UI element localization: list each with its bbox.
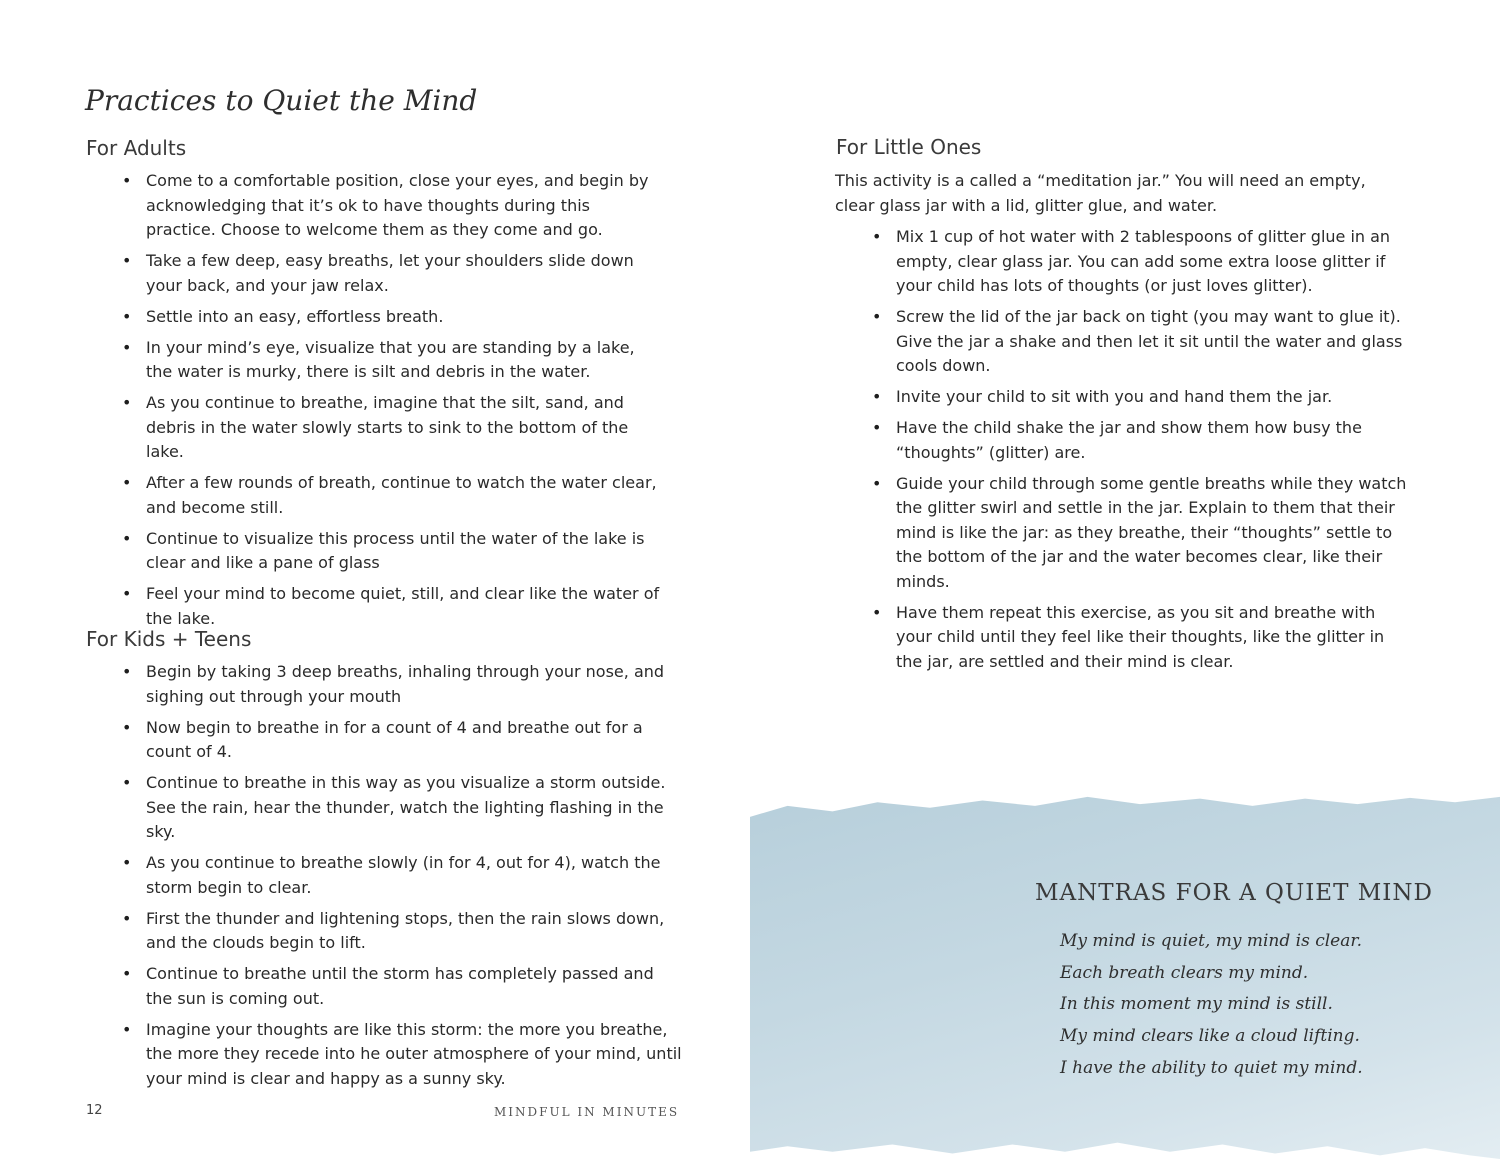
- mantra-line: My mind is quiet, my mind is clear.: [1060, 931, 1363, 951]
- adults-list: [122, 169, 662, 638]
- little-ones-list: [872, 225, 1412, 681]
- mantra-line: Each breath clears my mind.: [1060, 962, 1309, 983]
- mantras-title: MANTRAS FOR A QUIET MIND: [1035, 880, 1433, 906]
- kids-list-item: • Continue to breathe in this way as you visualize a storm outside. See the rain, hear the thunder, watch the lighting flashing in the sky.: [122, 771, 682, 845]
- mantra-line: I have the ability to quiet my mind.: [1060, 1057, 1363, 1078]
- page-number: 12: [86, 1103, 103, 1118]
- for-kids-teens-heading: For Kids + Teens: [86, 627, 252, 651]
- adults-list-item: • Settle into an easy, effortless breath.: [122, 305, 662, 330]
- running-footer-title: MINDFUL IN MINUTES: [494, 1105, 680, 1119]
- for-adults-heading: For Adults: [86, 136, 187, 160]
- adults-list-item: • Take a few deep, easy breaths, let your shoulders slide down your back, and your jaw relax.: [122, 249, 662, 298]
- kids-list-item: • Begin by taking 3 deep breaths, inhaling through your nose, and sighing out through your mouth: [122, 660, 682, 709]
- mantras-list: [1060, 926, 1363, 1085]
- adults-list-item: • In your mind’s eye, visualize that you are standing by a lake, the water is murky, there is silt and debris in the water.: [122, 336, 662, 385]
- for-little-ones-heading: For Little Ones: [836, 135, 982, 159]
- adults-list-item: • Feel your mind to become quiet, still, and clear like the water of the lake.: [122, 582, 662, 631]
- adults-list-item: • Come to a comfortable position, close your eyes, and begin by acknowledging that it’s ok to have thoughts during this practice. Choose to welcome them as they come and go.: [122, 169, 662, 243]
- kids-list-item: • As you continue to breathe slowly (in for 4, out for 4), watch the storm begin to clear.: [122, 851, 682, 900]
- little-ones-list-item: • Mix 1 cup of hot water with 2 tablespoons of glitter glue in an empty, clear glass jar. You can add some extra loose glitter if your child has lots of thoughts (or just loves glitter).: [872, 225, 1412, 299]
- little-ones-list-item: • Have the child shake the jar and show them how busy the “thoughts” (glitter) are.: [872, 416, 1412, 465]
- mantra-line: In this moment my mind is still.: [1060, 994, 1333, 1015]
- little-ones-list-item: • Have them repeat this exercise, as you sit and breathe with your child until they feel like their thoughts, like the glitter in the jar, are settled and their mind is clear.: [872, 601, 1412, 675]
- little-ones-list-item: • Screw the lid of the jar back on tight (you may want to glue it). Give the jar a shake and then let it sit until the water and glass cools down.: [872, 305, 1412, 379]
- kids-list-item: • Imagine your thoughts are like this storm: the more you breathe, the more they recede into he outer atmosphere of your mind, until your mind is clear and happy as a sunny sky.: [122, 1018, 682, 1092]
- page-title: Practices to Quiet the Mind: [85, 84, 478, 117]
- little-ones-list-item: • Invite your child to sit with you and hand them the jar.: [872, 385, 1412, 410]
- little-ones-intro: This activity is a called a “meditation jar.” You will need an empty, clear glass jar with a lid, glitter glue, and water.: [835, 171, 1366, 215]
- adults-list-item: • After a few rounds of breath, continue to watch the water clear, and become still.: [122, 471, 662, 520]
- kids-list-item: • Now begin to breathe in for a count of 4 and breathe out for a count of 4.: [122, 716, 682, 765]
- mantra-line: My mind clears like a cloud lifting.: [1060, 1026, 1360, 1047]
- adults-list-item: • As you continue to breathe, imagine that the silt, sand, and debris in the water slowly starts to sink to the bottom of the lake.: [122, 391, 662, 465]
- little-ones-list-item: • Guide your child through some gentle breaths while they watch the glitter swirl and settle in the jar. Explain to them that their mind is like the jar: as they breathe, their “thoughts” settle to the bottom of the jar and the water becomes clear, like their minds.: [872, 472, 1412, 595]
- adults-list-item: • Continue to visualize this process until the water of the lake is clear and like a pane of glass: [122, 527, 662, 576]
- kids-list: [122, 660, 682, 1098]
- kids-list-item: • Continue to breathe until the storm has completely passed and the sun is coming out.: [122, 962, 682, 1011]
- kids-list-item: • First the thunder and lightening stops, then the rain slows down, and the clouds begin to lift.: [122, 907, 682, 956]
